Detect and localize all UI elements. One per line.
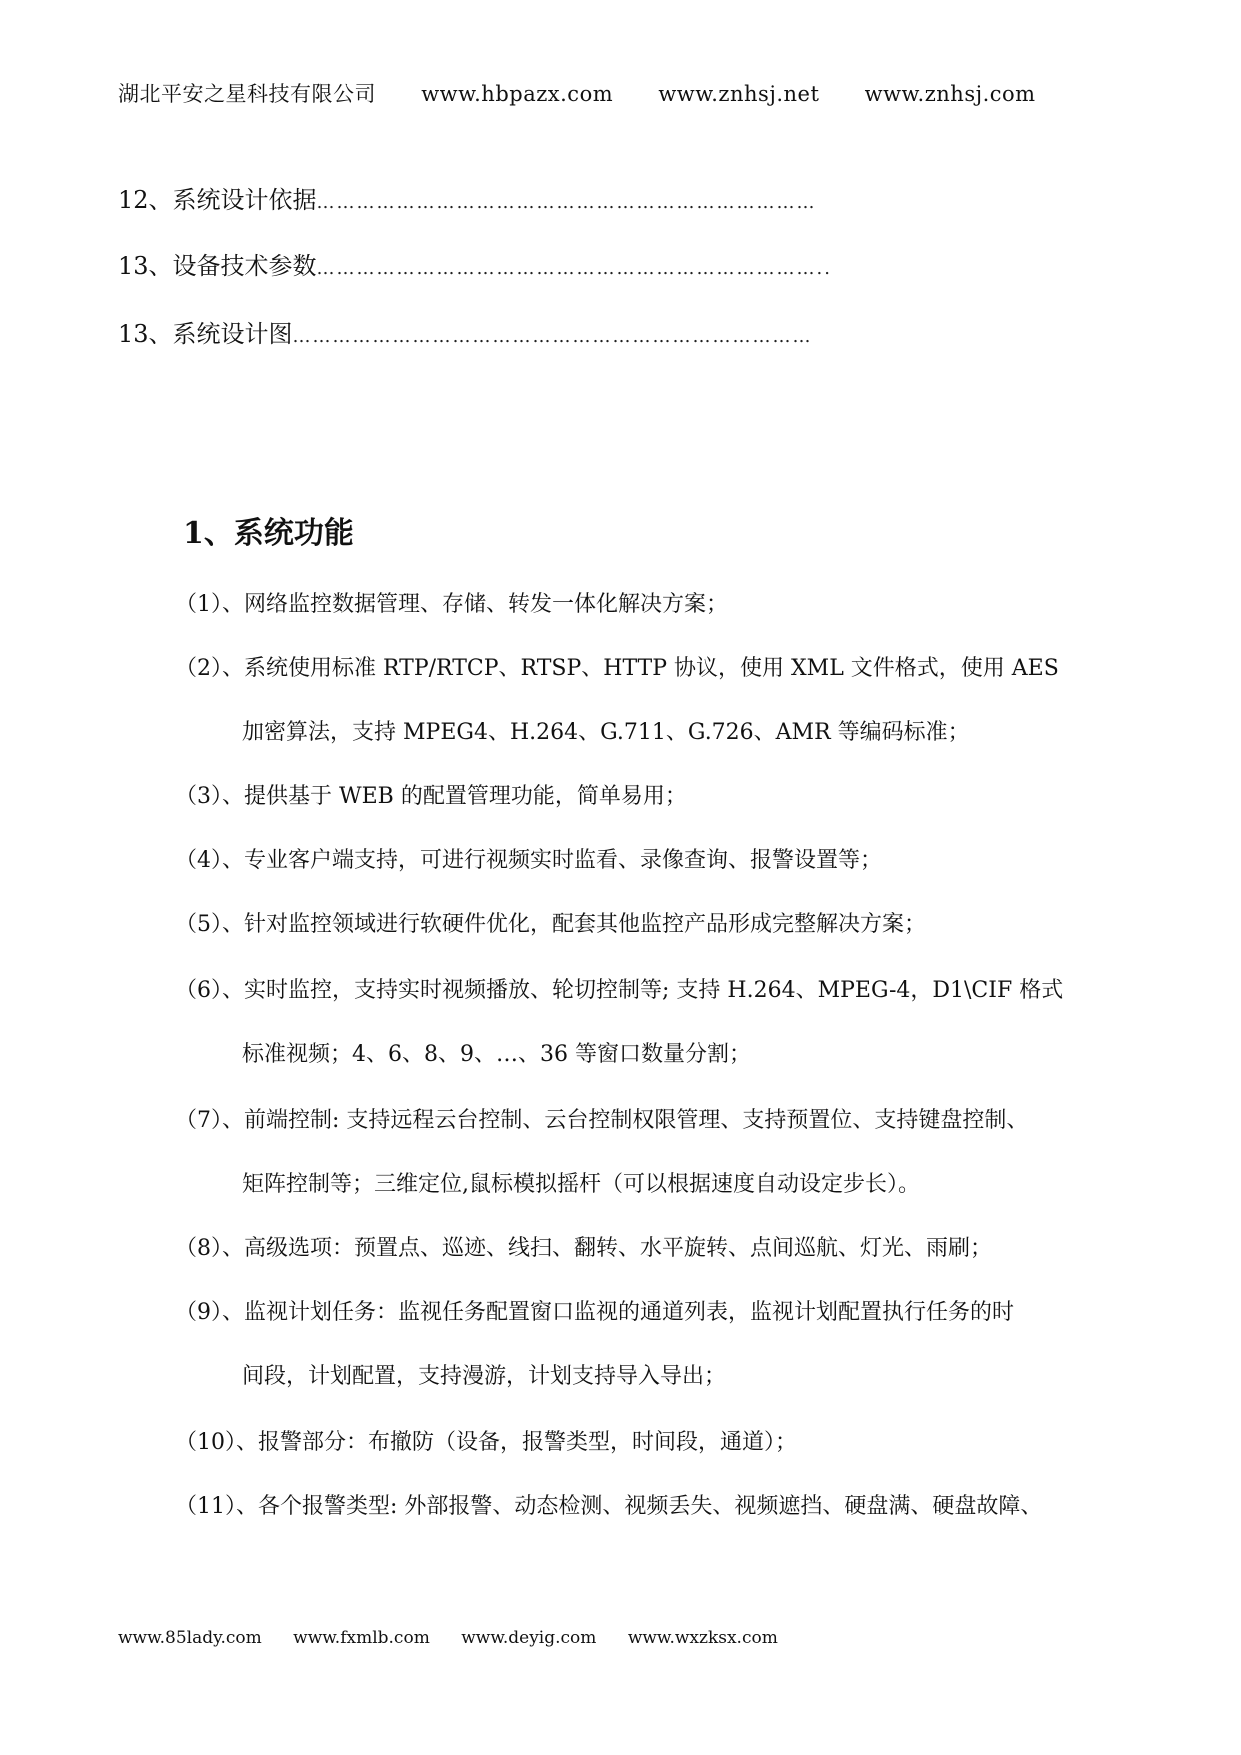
- list-item: （3）、提供基于 WEB 的配置管理功能，简单易用；: [175, 784, 687, 809]
- toc-entry-label: 13、设备技术参数: [118, 252, 317, 280]
- toc-entry[interactable]: [118, 180, 940, 214]
- list-item-continuation: 加密算法，支持 MPEG4、H.264、G.711、G.726、AMR 等编码标准；: [242, 720, 970, 745]
- list-item: （2）、系统使用标准 RTP/RTCP、RTSP、HTTP 协议，使用 XML 文件格式，使用 AES: [175, 656, 1059, 681]
- list-item: （1）、网络监控数据管理、存储、转发一体化解决方案；: [175, 592, 728, 617]
- company-name: 湖北平安之星科技有限公司: [118, 82, 376, 106]
- footer-link-wxzksx[interactable]: www.wxzksx.com: [627, 1628, 778, 1648]
- header-link-znhsj-net[interactable]: www.znhsj.net: [658, 82, 820, 106]
- list-item-continuation: 矩阵控制等；三维定位,鼠标模拟摇杆（可以根据速度自动设定步长）。: [242, 1172, 920, 1197]
- list-item: （5）、针对监控领域进行软硬件优化，配套其他监控产品形成完整解决方案；: [175, 912, 926, 937]
- section-title: 1、系统功能: [183, 516, 354, 551]
- page-footer: [118, 1628, 778, 1648]
- footer-link-fxmlb[interactable]: www.fxmlb.com: [293, 1628, 430, 1648]
- toc-dot-leader: …………………………………………………………………..: [316, 258, 832, 279]
- list-item: （8）、高级选项：预置点、巡迹、线扫、翻转、水平旋转、点间巡航、灯光、雨刷；: [175, 1236, 992, 1261]
- page-header: [118, 78, 1036, 108]
- list-item: （4）、专业客户端支持，可进行视频实时监看、录像查询、报警设置等；: [175, 848, 882, 873]
- toc-entry[interactable]: [118, 314, 940, 348]
- header-link-hbpazx[interactable]: www.hbpazx.com: [421, 82, 614, 106]
- header-link-znhsj-com[interactable]: www.znhsj.com: [864, 82, 1036, 106]
- list-item: （7）、前端控制: 支持远程云台控制、云台控制权限管理、支持预置位、支持键盘控制、: [175, 1108, 1029, 1133]
- toc-entry-label: 12、系统设计依据: [118, 186, 317, 214]
- toc-dot-leader: …………………………………………………………………: [316, 192, 817, 213]
- list-item-continuation: 标准视频；4、6、8、9、…、36 等窗口数量分割；: [242, 1042, 751, 1067]
- list-item: （9）、监视计划任务：监视任务配置窗口监视的通道列表，监视计划配置执行任务的时: [175, 1300, 1014, 1325]
- toc-entry[interactable]: [118, 246, 948, 280]
- list-item: （6）、实时监控，支持实时视频播放、轮切控制等; 支持 H.264、MPEG-4，D1\CIF 格式: [175, 978, 1064, 1003]
- toc-dot-leader: ……………………………………………………………………: [292, 326, 813, 347]
- footer-link-85lady[interactable]: www.85lady.com: [118, 1628, 262, 1648]
- footer-link-deyig[interactable]: www.deyig.com: [461, 1628, 597, 1648]
- toc-entry-label: 13、系统设计图: [118, 320, 293, 348]
- list-item: （10）、报警部分：布撤防（设备，报警类型，时间段，通道）；: [175, 1430, 797, 1455]
- list-item: （11）、各个报警类型: 外部报警、动态检测、视频丢失、视频遮挡、硬盘满、硬盘故障、: [175, 1494, 1043, 1519]
- list-item-continuation: 间段，计划配置，支持漫游，计划支持导入导出；: [242, 1364, 727, 1389]
